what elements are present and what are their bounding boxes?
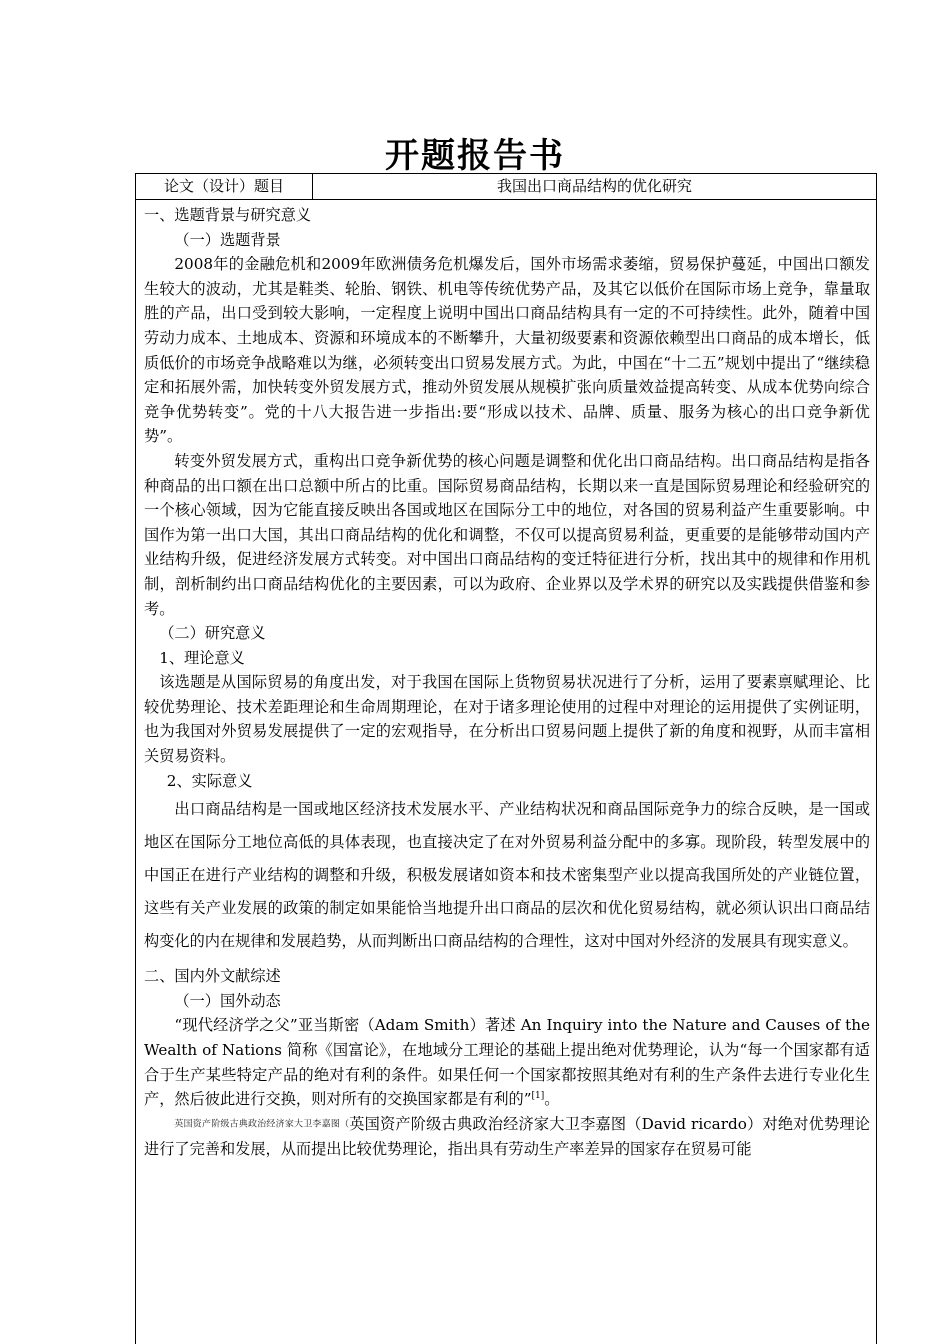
subheading-practice: 2、实际意义 [166, 771, 253, 790]
section-1-heading: 一、选题背景与研究意义 [144, 206, 312, 224]
subheading-theory: 1、理论意义 [159, 648, 245, 667]
section-2-heading: 二、国内外文献综述 [144, 967, 281, 986]
subheading-background: （一）选题背景 [174, 230, 281, 249]
citation-1: [1] [531, 1091, 545, 1102]
proposal-table [135, 173, 877, 1344]
paragraph-theory: 该选题是从国际贸易的角度出发，对于我国在国际上货物贸易状况进行了分析，运用了要素禀赋理论、比较优势理论、技术差距理论和生命周期理论，在对于诸多理论使用的过程中对理论的运用提供了实例证明，也为我国对外贸易发展提供了一定的宏观指导，在分析出口贸易问题上提供了新的角度和视野，从而丰富相关贸易资料。 [144, 673, 870, 766]
ricardo-text: 英国资产阶级古典政治经济家大卫李嘉图（David ricardo）对绝对优势理论进行了完善和发展，从而提出比较优势理论，指出具有劳动生产率差异的国家存在贸易可能 [144, 1114, 870, 1159]
adam-smith-end: 。 [544, 1090, 560, 1109]
topic-value: 我国出口商品结构的优化研究 [496, 177, 692, 195]
ricardo-small-note: 英国资产阶级古典政治经济家大卫李嘉图（ [174, 1119, 350, 1130]
paragraph-ricardo [144, 1112, 870, 1162]
topic-row [136, 174, 876, 200]
subheading-significance: （二）研究意义 [159, 624, 266, 643]
paragraph-adam-smith [144, 1013, 870, 1111]
paragraph-practice: 出口商品结构是一国或地区经济技术发展水平、产业结构状况和商品国际竞争力的综合反映，是一国或地区在国际分工地位高低的具体表现，也直接决定了在对外贸易利益分配中的多寡。现阶段，转型发展中的中国正在进行产业结构的调整和升级，积极发展诸如资本和技术密集型产业以提高我国所处的产业链位置，这些有关产业发展的政策的制定如果能恰当地提升出口商品的层次和优化贸易结构，就必须认识出口商品结构变化的内在规律和发展趋势，从而判断出口商品结构的合理性，这对中国对外经济的发展具有现实意义。 [144, 800, 870, 951]
subheading-foreign: （一）国外动态 [174, 991, 281, 1010]
page-title: 开题报告书 [385, 136, 565, 176]
content-cell [136, 200, 876, 1162]
paragraph-background-2: 转变外贸发展方式，重构出口竞争新优势的核心问题是调整和优化出口商品结构。出口商品结构是指各种商品的出口额在出口总额中所占的比重。国际贸易商品结构，长期以来一直是国际贸易理论和经验研究的一个核心领域，因为它能直接反映出各国或地区在国际分工中的地位，对各国的贸易利益产生重要影响。中国作为第一出口大国，其出口商品结构的优化和调整，不仅可以提高贸易利益，更重要的是能够带动国内产业结构升级，促进经济发展方式转变。对中国出口商品结构的变迁特征进行分析，找出其中的规律和作用机制，剖析制约出口商品结构优化的主要因素，可以为政府、企业界以及学术界的研究以及实践提供借鉴和参考。 [144, 451, 870, 618]
adam-smith-text: “现代经济学之父”亚当斯密（Adam Smith）著述 An Inquiry into the Nature and Causes of the Wealth of Nations 简称《国富论》，在地域分工理论的基础上提出绝对优势理论，认为“每一个国家都有适合于生产某些特定产品的绝对有利的条件。如果任何一个国家都按照其绝对有利的生产条件去进行专业化生产，然后彼此进行交换，则对所有的交换国家都是有利的” [144, 1016, 870, 1109]
topic-label: 论文（设计）题目 [136, 174, 313, 199]
paragraph-background-1: 2008年的金融危机和2009年欧洲债务危机爆发后，国外市场需求萎缩，贸易保护蔓延，中国出口额发生较大的波动，尤其是鞋类、轮胎、钢铁、机电等传统优势产品，及其它以低价在国际市场上竞争，靠量取胜的产品，出口受到较大影响，一定程度上说明中国出口商品结构具有一定的不可持续性。此外，随着中国劳动力成本、土地成本、资源和环境成本的不断攀升，大量初级要素和资源依赖型出口商品的成本增长，低质低价的市场竞争战略难以为继，必须转变出口贸易发展方式。为此，中国在“十二五”规划中提出了“继续稳定和拓展外需，加快转变外贸发展方式，推动外贸发展从规模扩张向质量效益提高转变、从成本优势向综合竞争优势转变”。党的十八大报告进一步指出:要“形成以技术、品牌、质量、服务为核心的出口竞争新优势”。 [144, 255, 870, 446]
